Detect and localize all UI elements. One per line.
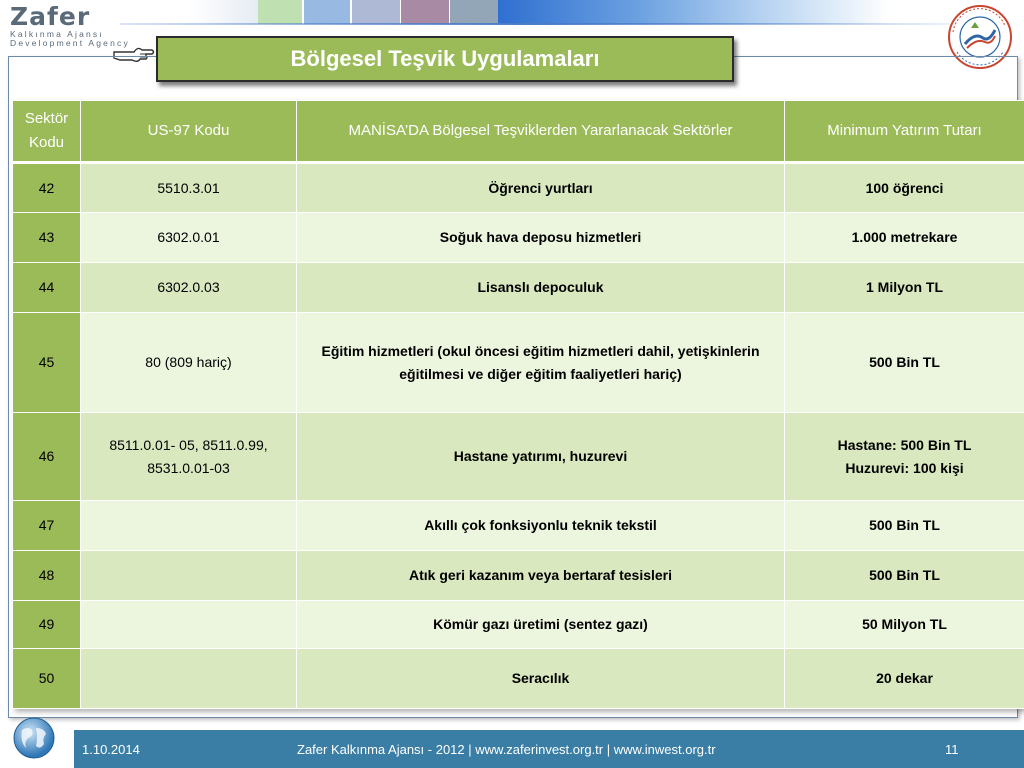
table-row	[13, 649, 1024, 709]
globe-icon	[12, 716, 56, 760]
table-row	[13, 313, 1024, 413]
min-investment-cell: 20 dekar	[785, 649, 1024, 709]
min-investment-hospital: Hastane: 500 Bin TL	[837, 436, 972, 453]
sector-cell: Öğrenci yurtları	[297, 163, 785, 213]
page-number: 11	[945, 742, 959, 757]
sector-cell: Eğitim hizmetleri (okul öncesi eğitim hizmetleri dahil, yetişkinlerin eğitilmesi ve diğer eğitim faaliyetleri hariç)	[297, 313, 785, 413]
min-investment-cell: 500 Bin TL	[785, 551, 1024, 601]
table-row	[13, 163, 1024, 213]
title-box	[156, 36, 734, 82]
sector-code-cell: 50	[13, 649, 81, 709]
min-investment-cell: 500 Bin TL	[785, 501, 1024, 551]
footer-date: 1.10.2014	[82, 742, 140, 757]
us97-cell	[81, 501, 297, 551]
logo-line-1: Kalkınma Ajansı	[10, 29, 104, 39]
us97-cell: 6302.0.01	[81, 213, 297, 263]
min-investment-cell: 1.000 metrekare	[785, 213, 1024, 263]
table-row	[13, 551, 1024, 601]
page-title: Bölgesel Teşvik Uygulamaları	[290, 46, 600, 71]
header-strip	[258, 0, 302, 24]
table-header-row	[13, 101, 1024, 163]
table-row	[13, 501, 1024, 551]
sector-cell: Lisanslı depoculuk	[297, 263, 785, 313]
table-row	[13, 213, 1024, 263]
sector-code-cell: 47	[13, 501, 81, 551]
table-row	[13, 601, 1024, 649]
table-row	[13, 413, 1024, 501]
header-strip	[188, 0, 258, 24]
us97-cell: 6302.0.03	[81, 263, 297, 313]
sector-code-cell: 44	[13, 263, 81, 313]
header-strip	[401, 0, 449, 24]
incentive-table	[12, 100, 1024, 709]
header-sector-code: Sektör Kodu	[13, 101, 81, 163]
sector-code-cell: 43	[13, 213, 81, 263]
min-investment-cell: 500 Bin TL	[785, 313, 1024, 413]
sector-cell: Hastane yatırımı, huzurevi	[297, 413, 785, 501]
sector-code-cell: 49	[13, 601, 81, 649]
sector-code-cell: 45	[13, 313, 81, 413]
header-strip	[352, 0, 400, 24]
sector-code-cell: 48	[13, 551, 81, 601]
header-strip	[304, 0, 350, 24]
min-investment-cell: 50 Milyon TL	[785, 601, 1024, 649]
us97-cell	[81, 649, 297, 709]
zafer-logo	[10, 2, 130, 48]
us97-cell: 80 (809 hariç)	[81, 313, 297, 413]
sector-cell: Kömür gazı üretimi (sentez gazı)	[297, 601, 785, 649]
logo-line-2: Development Agency	[10, 38, 130, 48]
header-divider	[120, 23, 950, 25]
min-investment-cell: 1 Milyon TL	[785, 263, 1024, 313]
min-investment-cell: 100 öğrenci	[785, 163, 1024, 213]
sector-cell: Atık geri kazanım veya bertaraf tesisleri	[297, 551, 785, 601]
us97-cell: 5510.3.01	[81, 163, 297, 213]
header-gradient-strip	[498, 0, 890, 24]
min-investment-cell	[785, 413, 1024, 501]
header-min-investment: Minimum Yatırım Tutarı	[785, 101, 1024, 163]
us97-cell: 8511.0.01- 05, 8511.0.99, 8531.0.01-03	[81, 413, 297, 501]
sector-code-cell: 42	[13, 163, 81, 213]
us97-cell	[81, 551, 297, 601]
sector-cell: Seracılık	[297, 649, 785, 709]
header-us97-code: US-97 Kodu	[81, 101, 297, 163]
sector-cell: Akıllı çok fonksiyonlu teknik tekstil	[297, 501, 785, 551]
table-row	[13, 263, 1024, 313]
footer-center-text: Zafer Kalkınma Ajansı - 2012 | www.zaferinvest.org.tr | www.inwest.org.tr	[297, 742, 716, 757]
us97-cell	[81, 601, 297, 649]
min-investment-nursing-home: Huzurevi: 100 kişi	[845, 459, 964, 476]
header-strip	[450, 0, 498, 24]
sector-code-cell: 46	[13, 413, 81, 501]
header-sectors: MANİSA’DA Bölgesel Teşviklerden Yararlanacak Sektörler	[297, 101, 785, 163]
sector-cell: Soğuk hava deposu hizmetleri	[297, 213, 785, 263]
logo-name: Zafer	[10, 2, 91, 31]
